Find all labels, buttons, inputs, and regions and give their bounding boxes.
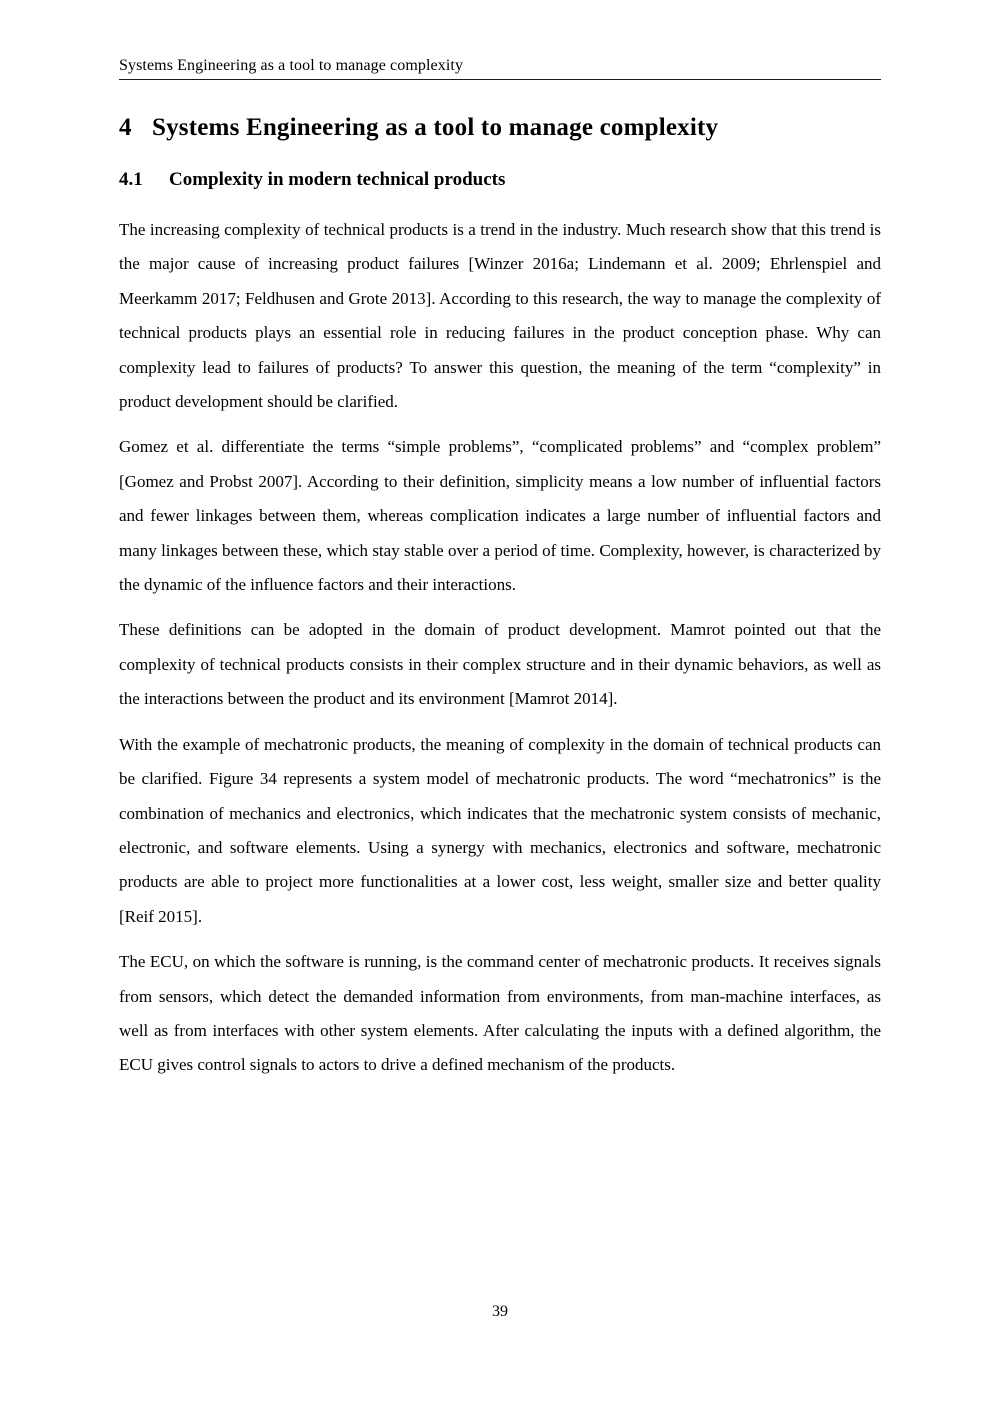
page-number: 39 [492,1303,508,1320]
chapter-title: Systems Engineering as a tool to manage complexity [152,114,719,141]
section-number: 4.1 [119,169,143,190]
page-content [119,0,881,1083]
section-title: Complexity in modern technical products [169,169,506,190]
running-header: Systems Engineering as a tool to manage complexity [119,0,881,80]
paragraph-4: With the example of mechatronic products, the meaning of complexity in the domain of technical products can be clarified. Figure 34 represents a system model of mechatronic products. The word “mechatronics” is the combination of mechanics and electronics, which indicates that the mechatronic system consists of mechanic, electronic, and software elements. Using a synergy with mechanics, electronics and software, mechatronic products are able to project more functionalities at a lower cost, less weight, smaller size and better quality [Reif 2015]. [119,734,881,926]
chapter-heading [119,114,881,142]
paragraph-2: Gomez et al. differentiate the terms “simple problems”, “complicated problems” and “complex problem” [Gomez and Probst 2007]. According to their definition, simplicity means a low number of influential factors and fewer linkages between them, whereas complication indicates a large number of influential factors and many linkages between these, which stay stable over a period of time. Complexity, however, is characterized by the dynamic of the influence factors and their interactions. [119,437,881,595]
paragraph-5: The ECU, on which the software is running, is the command center of mechatronic products. It receives signals from sensors, which detect the demanded information from environments, from man-machine interfaces, as well as from interfaces with other system elements. After calculating the inputs with a defined algorithm, the ECU gives control signals to actors to drive a defined mechanism of the products. [119,952,881,1075]
body-text [119,213,881,1083]
paragraph-1: The increasing complexity of technical products is a trend in the industry. Much research show that this trend is the major cause of increasing product failures [Winzer 2016a; Lindemann et al. 2009; Ehrlenspiel and Meerkamm 2017; Feldhusen and Grote 2013]. According to this research, the way to manage the complexity of technical products plays an essential role in reducing failures in the product conception phase. Why can complexity lead to failures of products? To answer this question, the meaning of the term “complexity” in product development should be clarified. [119,220,881,412]
paragraph-3: These definitions can be adopted in the domain of product development. Mamrot pointed out that the complexity of technical products consists in their complex structure and in their dynamic behaviors, as well as the interactions between the product and its environment [Mamrot 2014]. [119,620,881,709]
chapter-number: 4 [119,114,132,141]
section-heading [119,169,881,191]
